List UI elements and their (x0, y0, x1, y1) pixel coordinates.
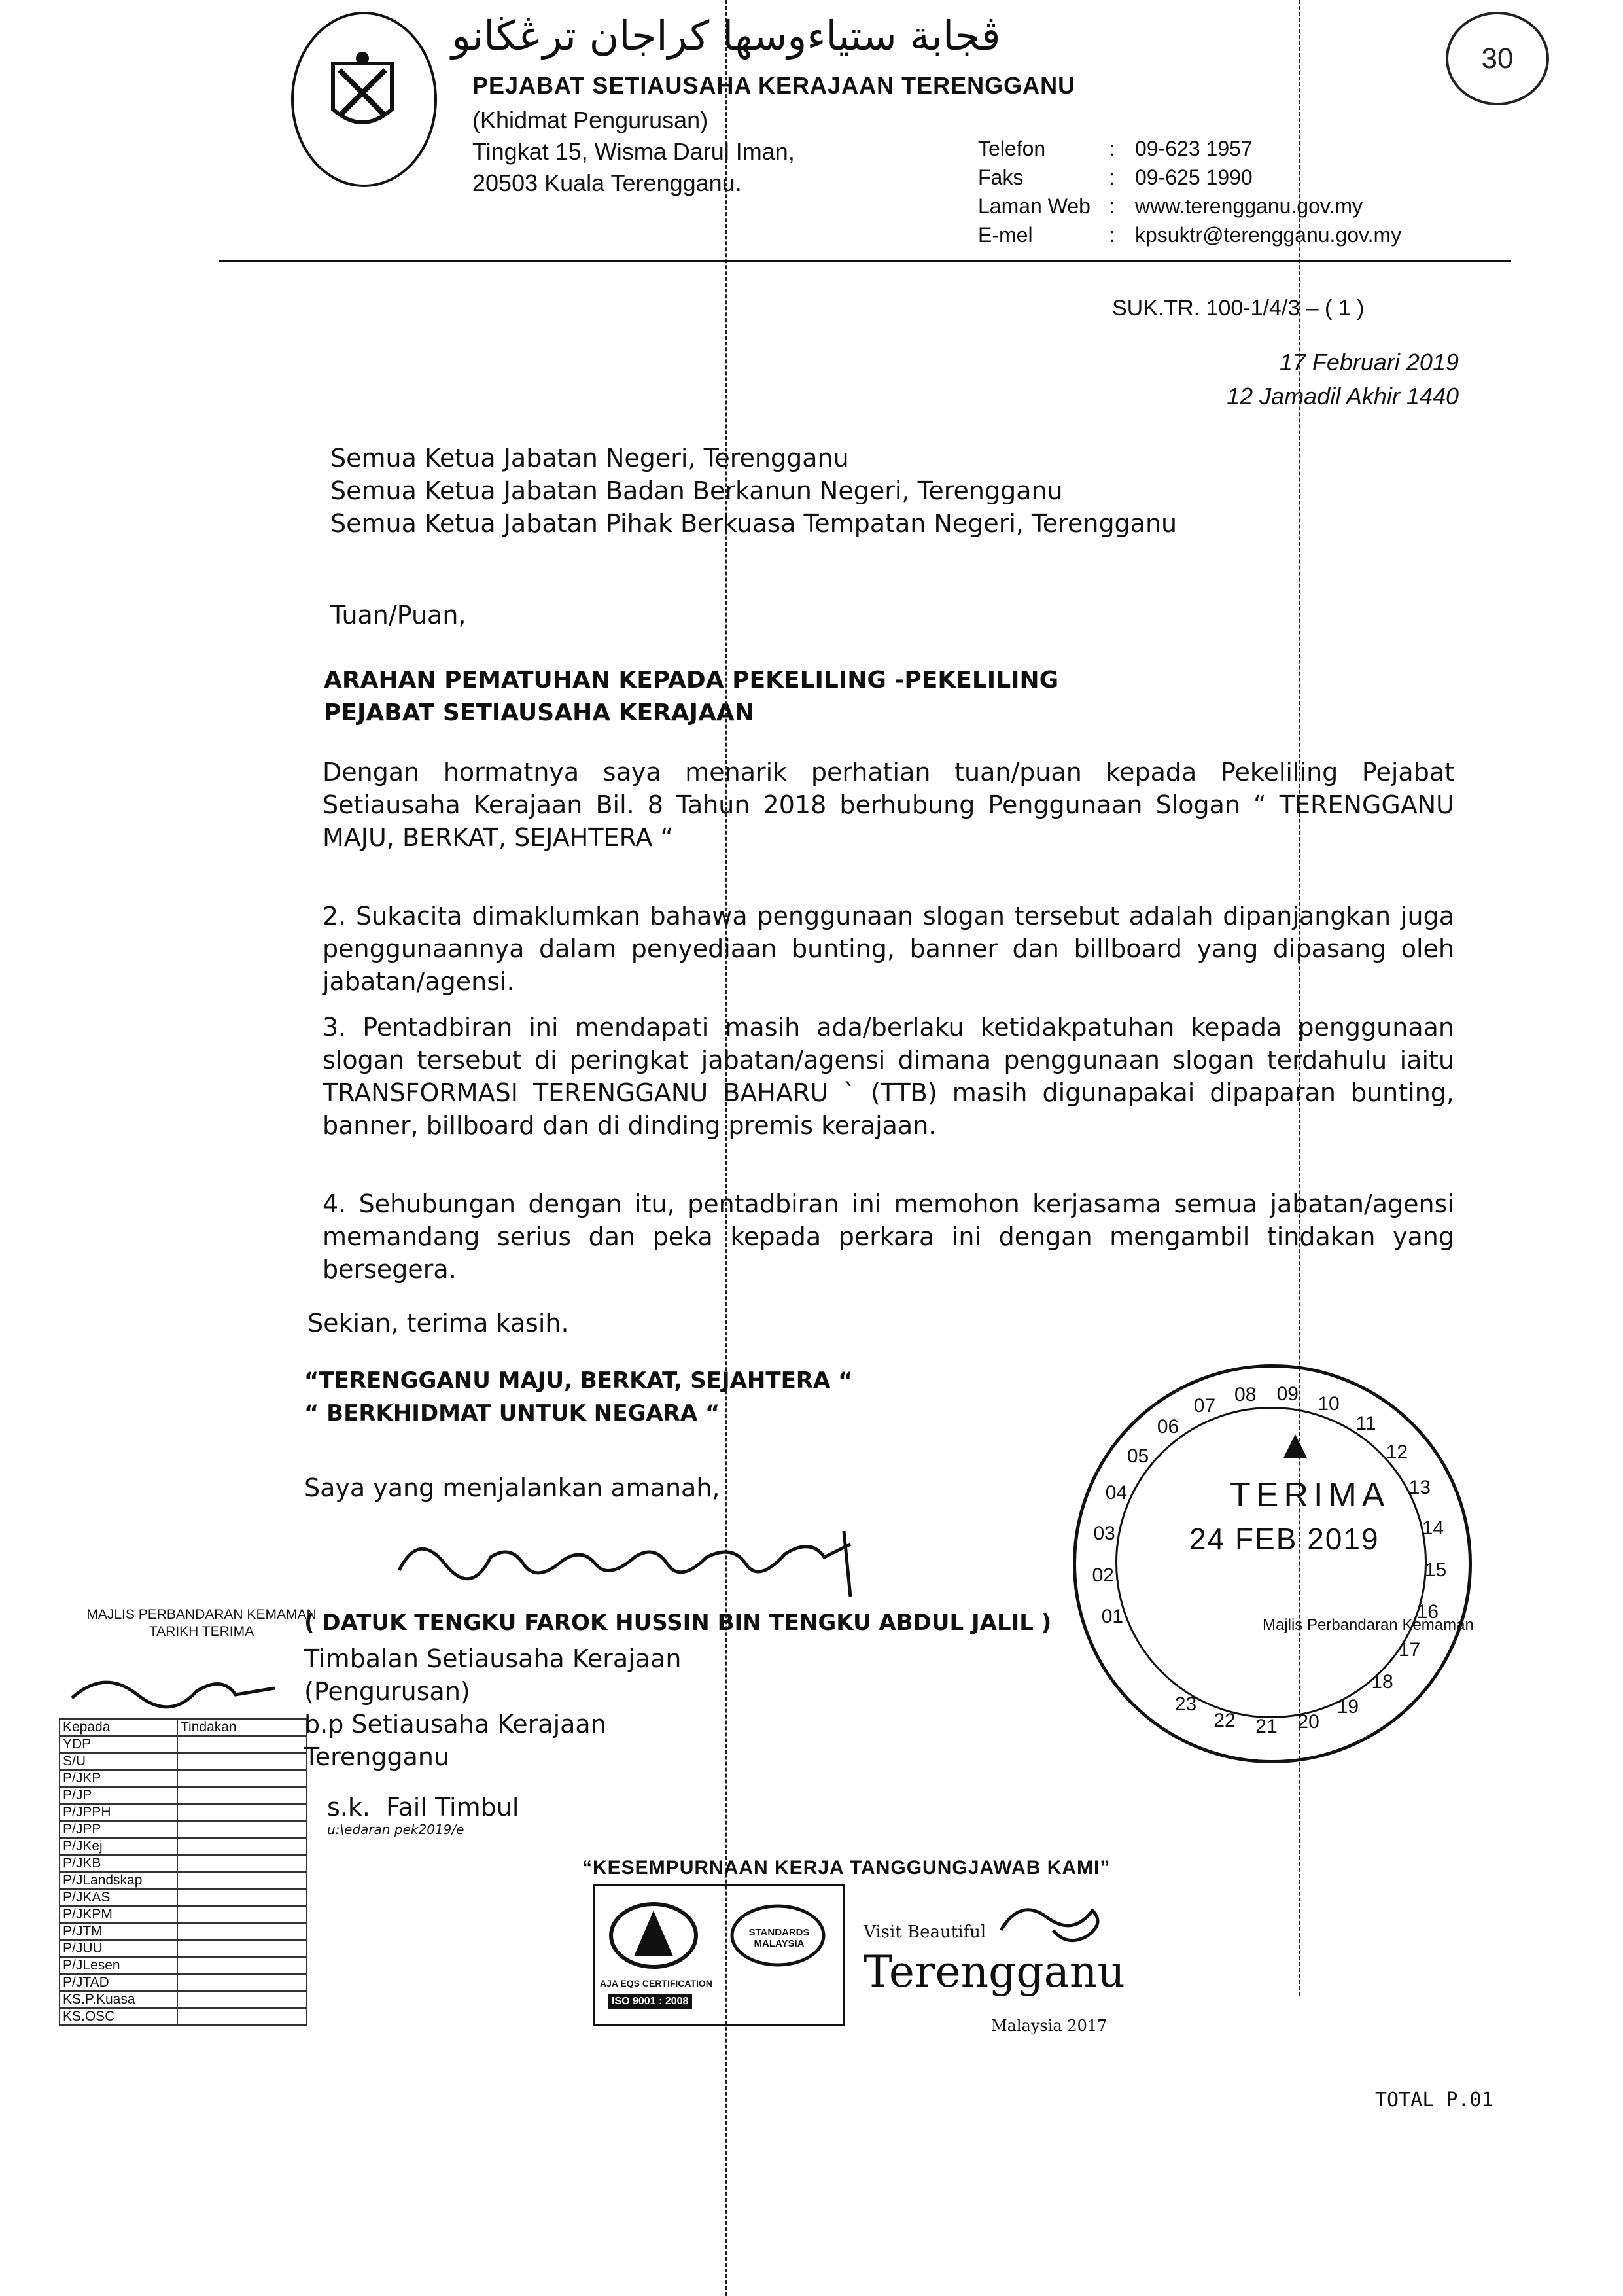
slip-recipient: YDP (60, 1736, 177, 1753)
slip-action-cell (177, 1872, 307, 1889)
tourism-year: Malaysia 2017 (991, 2017, 1108, 2035)
date-gregorian: 17 Februari 2019 (1279, 349, 1459, 376)
stamp-day-number: 03 (1093, 1522, 1115, 1544)
paragraph-3: 3. Pentadbiran ini mendapati masih ada/berlaku ketidakpatuhan kepada penggunaan slogan tersebut di peringkat jabatan/agensi dimana penggunaan slogan terdahulu iaitu TRANSFORMASI TERENGGANU BAHARU ` (TTB) masih digunapakai dipaparan bunting, banner, billboard dan di dinding premis kerajaan. (323, 1013, 1454, 1140)
signer-name: ( DATUK TENGKU FAROK HUSSIN BIN TENGKU ABDUL JALIL ) (304, 1610, 1052, 1636)
signer-title: Timbalan Setiausaha Kerajaan (Pengurusan) b.p Setiausaha Kerajaan Terengganu (304, 1644, 682, 1771)
routing-slip-table (59, 1718, 307, 2026)
slip-action-cell (177, 1753, 307, 1770)
slip-recipient: P/JUU (60, 1940, 177, 1957)
address-line: 20503 Kuala Terengganu. (472, 169, 742, 196)
stamp-day-number: 19 (1336, 1695, 1359, 1718)
slip-action-cell (177, 1804, 307, 1821)
slip-action-cell (177, 1821, 307, 1838)
paragraph-2: 2. Sukacita dimaklumkan bahawa penggunaan slogan tersebut adalah dipanjangkan juga penggunaannya dalam penyediaan bunting, banner dan billboard yang dipasang oleh jabatan/agensi. (323, 902, 1454, 996)
stamp-day-number: 10 (1318, 1392, 1340, 1415)
stamp-day-number: 01 (1101, 1606, 1124, 1628)
stamp-day-number: 08 (1234, 1383, 1257, 1405)
stamp-day-number: 06 (1157, 1416, 1179, 1438)
slip-row (60, 1736, 307, 1753)
page-mark: 30 (1446, 12, 1549, 105)
stamp-day-number: 18 (1371, 1671, 1393, 1693)
stamp-day-number: 13 (1408, 1477, 1431, 1499)
slip-action-cell (177, 1940, 307, 1957)
stamp-day-number: 16 (1416, 1600, 1439, 1623)
stamp-day-number: 05 (1126, 1445, 1149, 1468)
recipient: Semua Ketua Jabatan Negeri, Terengganu (330, 444, 849, 472)
stamp-word: TERIMA (1230, 1476, 1390, 1514)
receipt-stamp (1073, 1364, 1472, 1763)
stamp-day-number: 09 (1276, 1383, 1299, 1405)
slip-recipient: KS.OSC (60, 2008, 177, 2025)
paragraph-4: 4. Sehubungan dengan itu, pentadbiran ini memohon kerjasama semua jabatan/agensi memandang serius dan peka kepada perkara ini dengan mengambil tindakan yang bersegera. (323, 1190, 1454, 1284)
signature-icon (393, 1518, 890, 1610)
slip-row (60, 1889, 307, 1906)
salutation: Tuan/Puan, (330, 601, 466, 629)
slip-row (60, 1787, 307, 1804)
slip-row (60, 1838, 307, 1855)
contact-fax: Faks : 09-625 1990 (978, 166, 1253, 189)
stamp-day-number: 21 (1255, 1715, 1278, 1737)
contact-web: Laman Web : www.terengganu.gov.my (978, 194, 1363, 218)
slip-action-cell (177, 1974, 307, 1991)
certification-logos (593, 1884, 845, 2026)
stamp-arrow-icon (1282, 1433, 1308, 1459)
slip-recipient: P/JKB (60, 1855, 177, 1872)
slip-row (60, 1991, 307, 2008)
slip-recipient: P/JKPM (60, 1906, 177, 1923)
slip-row (60, 1974, 307, 1991)
slip-row (60, 1872, 307, 1889)
slip-row (60, 1821, 307, 1838)
slip-recipient: P/JP (60, 1787, 177, 1804)
slip-row (60, 1940, 307, 1957)
slip-action-cell (177, 1906, 307, 1923)
slip-recipient: P/JLesen (60, 1957, 177, 1974)
letterhead-rule (219, 260, 1511, 262)
stamp-day-number: 02 (1092, 1564, 1114, 1587)
stamp-day-number: 14 (1422, 1517, 1444, 1539)
slip-row (60, 2008, 307, 2025)
stamp-day-number: 04 (1105, 1481, 1128, 1504)
slip-col-tindakan: Tindakan (177, 1719, 307, 1736)
cert-line1: AJA EQS CERTIFICATION (600, 1978, 712, 1988)
slip-action-cell (177, 1991, 307, 2008)
slip-row (60, 1957, 307, 1974)
contact-email: E-mel : kpsuktr@terengganu.gov.my (978, 223, 1402, 247)
subject-heading: ARAHAN PEMATUHAN KEPADA PEKELILING -PEKELILING PEJABAT SETIAUSAHA KERAJAAN (324, 667, 1059, 726)
slip-row (60, 1855, 307, 1872)
visit-label: Visit Beautiful (864, 1922, 986, 1942)
slip-row (60, 1770, 307, 1787)
letter-date (1158, 345, 1459, 414)
cert-line2: ISO 9001 : 2008 (608, 1994, 692, 2009)
slip-row (60, 1923, 307, 1940)
stamp-day-number: 07 (1193, 1394, 1216, 1417)
paragraph-1: Dengan hormatnya saya menarik perhatian tuan/puan kepada Pekeliling Pejabat Setiausaha Kerajaan Bil. 8 Tahun 2018 berhubung Penggunaan Slogan “ TERENGGANU MAJU, BERKAT, SEJAHTERA “ (323, 758, 1454, 852)
file-path: u:\edaran pek2019/e (327, 1822, 464, 1837)
address-line: (Khidmat Pengurusan) (472, 107, 708, 133)
address-line: Tingkat 15, Wisma Darul Iman, (472, 138, 795, 165)
stamp-day-number: 22 (1213, 1709, 1236, 1731)
slip-recipient: P/JKP (60, 1770, 177, 1787)
footer-motto: “KESEMPURNAAN KERJA TANGGUNGJAWAB KAMI” (582, 1857, 1111, 1879)
slogan-block: “TERENGGANU MAJU, BERKAT, SEJAHTERA “ “ BERKHIDMAT UNTUK NEGARA “ (304, 1368, 853, 1426)
slip-action-cell (177, 1787, 307, 1804)
copy-to: s.k. Fail Timbul u:\edaran pek2019/e (327, 1793, 519, 1837)
recipient: Semua Ketua Jabatan Badan Berkanun Negeri, Terengganu (330, 476, 1063, 505)
stamp-day-number: 15 (1424, 1559, 1447, 1581)
slip-action-cell (177, 1923, 307, 1940)
routing-slip-header: MAJLIS PERBANDARAN KEMAMAN TARIKH TERIMA (86, 1607, 317, 1639)
slip-recipient: P/JLandskap (60, 1872, 177, 1889)
recipient-list (330, 442, 1177, 540)
slip-action-cell (177, 1957, 307, 1974)
contact-phone: Telefon : 09-623 1957 (978, 137, 1253, 160)
recipient: Semua Ketua Jabatan Pihak Berkuasa Tempatan Negeri, Terengganu (330, 509, 1178, 538)
slip-recipient: P/JTAD (60, 1974, 177, 1991)
slip-recipient: P/JTM (60, 1923, 177, 1940)
stamp-day-number: 17 (1398, 1638, 1421, 1661)
date-hijri: 12 Jamadil Akhir 1440 (1227, 383, 1459, 410)
org-name: PEJABAT SETIAUSAHA KERAJAAN TERENGGANU (472, 72, 1076, 99)
slip-row (60, 1753, 307, 1770)
fax-page-total: TOTAL P.01 (1375, 2089, 1493, 2111)
closing-line: Sekian, terima kasih. (307, 1309, 569, 1337)
routing-initials-icon (65, 1662, 288, 1714)
signoff: Saya yang menjalankan amanah, (304, 1474, 720, 1502)
slip-recipient: P/JPP (60, 1821, 177, 1838)
stamp-day-number: 11 (1355, 1413, 1376, 1435)
slip-recipient: S/U (60, 1753, 177, 1770)
slip-recipient: P/JKAS (60, 1889, 177, 1906)
stamp-day-number: 23 (1174, 1693, 1197, 1715)
slip-recipient: P/JKej (60, 1838, 177, 1855)
crest-emblem-icon (320, 50, 405, 142)
tourism-brand: Terengganu (864, 1947, 1125, 1997)
stamp-org: Majlis Perbandaran Kemaman (1263, 1616, 1474, 1634)
standards-label: STANDARDS MALAYSIA (748, 1927, 810, 1949)
slip-col-kepada: Kepada (60, 1719, 177, 1736)
slip-action-cell (177, 1838, 307, 1855)
jawi-heading: ڤجابة ستياءوسها كراجان ترڠڬانو (451, 12, 1001, 60)
slip-recipient: KS.P.Kuasa (60, 1991, 177, 2008)
contact-block (978, 134, 1401, 249)
slip-row (60, 1804, 307, 1821)
address-block (472, 105, 795, 199)
stamp-day-number: 12 (1386, 1441, 1408, 1464)
stamp-day-number: 20 (1297, 1710, 1319, 1733)
state-crest-logo (291, 12, 437, 187)
slip-recipient: P/JPPH (60, 1804, 177, 1821)
slip-action-cell (177, 1855, 307, 1872)
slip-row (60, 1906, 307, 1923)
cert-emblem-icon (604, 1896, 703, 1975)
slip-action-cell (177, 1736, 307, 1753)
slip-action-cell (177, 1770, 307, 1787)
ornament-icon (994, 1891, 1112, 1950)
stamp-date: 24 FEB 2019 (1189, 1522, 1380, 1556)
reference-number: SUK.TR. 100-1/4/3 – ( 1 ) (1112, 296, 1365, 321)
slip-action-cell (177, 1889, 307, 1906)
slip-action-cell (177, 2008, 307, 2025)
